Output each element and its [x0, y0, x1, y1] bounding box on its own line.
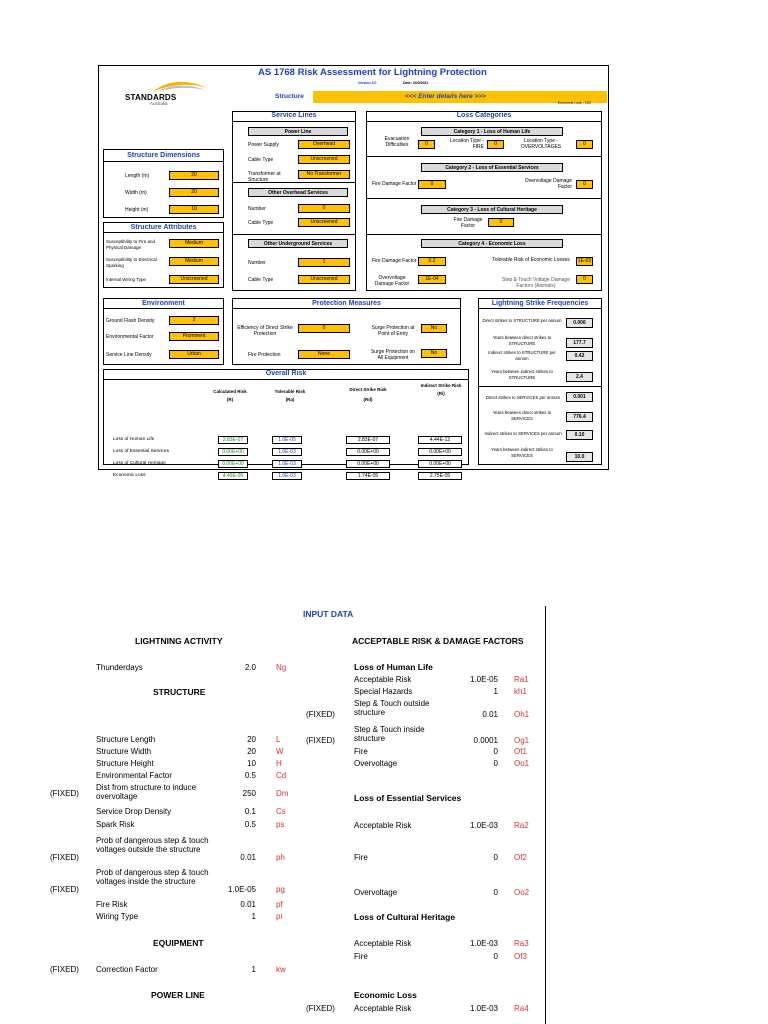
- evacuation-label: Evacuation Difficulties: [384, 136, 410, 148]
- risk-row-label: Economic Loss: [113, 473, 146, 478]
- col-tolerable-sub: (Ra): [285, 397, 295, 402]
- acceptable-row-symbol: Oo2: [514, 888, 530, 897]
- input-row-value: 20: [247, 735, 256, 744]
- risk-calculated-value: 4.49E-05: [218, 472, 248, 480]
- input-row-label: Service Drop Density: [96, 807, 172, 816]
- direct-strike-efficiency-label: Efficiency of Direct Strike Protection: [237, 325, 293, 337]
- acceptable-row-symbol: Ra2: [514, 821, 529, 830]
- cable-type-label: Cable Type: [248, 157, 274, 163]
- risk-row-label: Loss of Human Life: [113, 437, 155, 442]
- cultural-fire-label: Fire Damage Factor: [453, 217, 483, 229]
- underground-cable-select[interactable]: Unscreened: [298, 275, 350, 284]
- input-row-symbol: pf: [276, 900, 283, 909]
- length-label: Length (m): [125, 173, 150, 179]
- overhead-number-label: Number: [248, 206, 266, 212]
- economic-fire-input[interactable]: 0.2: [418, 257, 446, 266]
- years-indirect-structure-label: Years between indirect strikes to STRUCTURE: [491, 369, 553, 380]
- surge-entry-label: Surge Protection at Point of Entry: [371, 325, 415, 337]
- col-direct: [340, 387, 396, 403]
- acceptable-row-value: 1: [493, 687, 498, 696]
- risk-tolerable-value: 1.0E-03: [272, 472, 302, 480]
- risk-tolerable-value: 1.0E-05: [272, 436, 302, 444]
- service-line-density-select[interactable]: Urban: [169, 350, 219, 359]
- input-row-value: 0.5: [244, 771, 256, 780]
- structure-label: Structure: [275, 93, 304, 100]
- length-input[interactable]: 20: [169, 171, 219, 180]
- years-direct-structure-value: 177.7: [566, 338, 593, 348]
- correction-fixed: (FIXED): [50, 965, 79, 974]
- acceptable-row-symbol: Ra4: [514, 1004, 529, 1013]
- ground-flash-label: Ground Flash Density: [106, 318, 155, 324]
- power-line-header: Power Line: [248, 127, 348, 136]
- acceptable-row-symbol: Og1: [514, 736, 530, 745]
- other-overhead-header: Other Overhead Services: [248, 188, 348, 197]
- correction-value: 1: [251, 965, 256, 974]
- acceptable-row-symbol: kh1: [514, 687, 527, 696]
- years-direct-services-label: Years between direct strikes to SERVICES: [492, 410, 552, 421]
- input-row-symbol: Cd: [276, 771, 287, 780]
- acceptable-row-symbol: Of2: [514, 853, 527, 862]
- acceptable-row-symbol: Oh1: [514, 710, 530, 719]
- overhead-cable-select[interactable]: Unscreened: [298, 218, 350, 227]
- risk-row-label: Loss of Cultural Heritage: [113, 461, 166, 466]
- acceptable-row-value: 0: [493, 888, 498, 897]
- electrical-susceptibility-label: Susceptibility to Electrical Sparking: [106, 257, 157, 268]
- wiring-type-label: Internal Wiring Type: [106, 277, 146, 282]
- transformer-label: Transformer at Structure: [248, 171, 281, 183]
- input-row-value: 10: [247, 759, 256, 768]
- date-label: Date: 24/0/2021: [403, 81, 429, 85]
- other-underground-header: Other Underground Services: [248, 239, 348, 248]
- acceptable-risk-header: ACCEPTABLE RISK & DAMAGE FACTORS: [352, 636, 524, 646]
- fire-susceptibility-select[interactable]: Medium: [169, 239, 219, 248]
- acceptable-row-label: Special Hazards: [354, 687, 413, 696]
- input-row-symbol: Dm: [276, 789, 289, 798]
- thunderdays-value: 2.0: [244, 663, 256, 672]
- acceptable-row-label: Overvoltage: [354, 759, 398, 768]
- height-input[interactable]: 10: [169, 205, 219, 214]
- acceptable-row-value: 0.0001: [473, 736, 498, 745]
- category-4-header: Category 4 - Economic Loss: [421, 239, 563, 248]
- risk-indirect-value: 2.75E-05: [418, 472, 462, 480]
- location-fire-input[interactable]: 0: [487, 140, 504, 149]
- col-calculated-sub: (R): [226, 397, 234, 402]
- acceptable-row-label: Acceptable Risk: [354, 821, 412, 830]
- acceptable-row-value: 1.0E-03: [469, 939, 498, 948]
- standards-logo-swoosh: [150, 78, 210, 94]
- economic-fire-label: Fire Damage Factor: [372, 258, 417, 264]
- col-indirect: [418, 383, 464, 397]
- width-label: Width (m): [125, 190, 147, 196]
- overhead-number-input[interactable]: 0: [298, 204, 350, 213]
- acceptable-row-symbol: Of1: [514, 747, 527, 756]
- acceptable-row-symbol: Oo1: [514, 759, 530, 768]
- col-tolerable: [265, 389, 315, 403]
- service-line-density-label: Service Line Density: [106, 352, 152, 358]
- risk-tolerable-value: 1.0E-03: [272, 448, 302, 456]
- acceptable-row-value: 0: [493, 853, 498, 862]
- input-row-value: 0.1: [244, 807, 256, 816]
- equipment-header: EQUIPMENT: [153, 938, 204, 948]
- height-label: Height (m): [125, 207, 149, 213]
- col-direct-title: Direct Strike Risk: [349, 387, 387, 392]
- transformer-select[interactable]: No Transformer: [298, 170, 350, 179]
- direct-strike-efficiency-input[interactable]: 0: [298, 324, 350, 333]
- structure-input-text: <<< Enter details here >>>: [405, 93, 486, 100]
- risk-calculated-value: 2.83E-07: [218, 436, 248, 444]
- col-indirect-sub: (Ri): [437, 391, 445, 396]
- category-2-header: Category 2 - Loss of Essential Services: [421, 163, 563, 172]
- power-supply-select[interactable]: Overhead: [298, 140, 350, 149]
- risk-row-label: Loss of Essential Services: [113, 449, 169, 454]
- fixed-marker: (FIXED): [306, 710, 335, 719]
- overhead-cable-label: Cable Type: [248, 220, 274, 226]
- indirect-structure-value: 0.42: [566, 351, 593, 361]
- evacuation-input[interactable]: 0: [418, 140, 435, 149]
- input-data-title: INPUT DATA: [303, 609, 354, 619]
- fire-damage-label: Fire Damage Factor: [372, 181, 417, 187]
- years-indirect-services-label: Years between indirect strikes to SERVICES: [491, 447, 553, 458]
- input-row-label: Environmental Factor: [96, 771, 173, 780]
- underground-number-label: Number: [248, 260, 266, 266]
- input-row-label: Prob of dangerous step & touch voltages outside the structure: [96, 836, 209, 854]
- input-row-value: 20: [247, 747, 256, 756]
- environmental-factor-select[interactable]: Prominent: [169, 332, 219, 341]
- indirect-services-value: 0.10: [566, 430, 593, 440]
- logo-text: STANDARDS: [125, 93, 177, 102]
- fixed-marker: (FIXED): [306, 1004, 335, 1013]
- input-row-label: Fire Risk: [96, 900, 128, 909]
- years-indirect-structure-value: 2.4: [566, 372, 593, 382]
- economic-overvoltage-input[interactable]: 1E-04: [418, 275, 446, 284]
- input-row-symbol: Cs: [276, 807, 286, 816]
- acceptable-row-value: 0: [493, 747, 498, 756]
- category-1-header: Category 1 - Loss of Human Life: [421, 127, 563, 136]
- step-touch-label: Step & Touch Voltage Damage Factors (Animals): [501, 277, 570, 289]
- risk-direct-value: 0.00E+00: [346, 460, 390, 468]
- risk-calculated-value: 0.00E+00: [218, 448, 248, 456]
- acceptable-row-value: 0: [493, 952, 498, 961]
- acceptable-row-value: 0.01: [482, 710, 498, 719]
- input-row-symbol: ps: [276, 820, 285, 829]
- input-row-symbol: pi: [276, 912, 283, 921]
- location-overvoltage-label: Location Type - OVERVOLTAGES: [520, 138, 562, 150]
- direct-services-value: 0.001: [566, 392, 593, 402]
- lightning-activity-header: LIGHTNING ACTIVITY: [135, 636, 223, 646]
- logo-subtext: Australia: [150, 101, 168, 106]
- fixed-marker: (FIXED): [306, 736, 335, 745]
- input-row-label: Wiring Type: [96, 912, 139, 921]
- input-divider-line: [545, 606, 546, 1024]
- acceptable-row-label: Acceptable Risk: [354, 1004, 412, 1013]
- human-life-header: Loss of Human Life: [354, 662, 433, 672]
- economic-overvoltage-label: Overvoltage Damage Factor: [374, 275, 410, 287]
- col-calculated-title: Calculated Risk: [213, 389, 247, 394]
- input-row-label: Structure Length: [96, 735, 156, 744]
- fixed-marker: (FIXED): [50, 853, 79, 862]
- overvoltage-damage-label: Overvoltage Damage Factor: [524, 178, 572, 190]
- direct-services-label: Direct strikes to SERVICES per annum: [485, 395, 561, 400]
- surge-equipment-label: Surge Protection on All Equipment: [370, 349, 416, 361]
- power-supply-label: Power Supply: [248, 142, 279, 148]
- cable-type-select[interactable]: Unscreened: [298, 155, 350, 164]
- col-tolerable-title: Tolerable Risk: [274, 389, 306, 394]
- power-line-input-header: POWER LINE: [151, 990, 205, 1000]
- acceptable-row-label: Acceptable Risk: [354, 939, 412, 948]
- input-row-symbol: pg: [276, 885, 285, 894]
- structure-header: STRUCTURE: [153, 687, 206, 697]
- col-calculated: [205, 389, 255, 403]
- col-direct-sub: (Rd): [363, 397, 373, 402]
- risk-direct-value: 1.74E-05: [346, 472, 390, 480]
- risk-indirect-value: 4.44E-12: [418, 436, 462, 444]
- acceptable-row-label: Step & Touch outside structure: [354, 699, 430, 717]
- input-row-symbol: W: [276, 747, 284, 756]
- category-3-header: Category 3 - Loss of Cultural Heritage: [421, 205, 563, 214]
- loss-categories-title: Loss Categories: [456, 112, 512, 119]
- years-direct-services-value: 776.4: [566, 412, 593, 422]
- protection-title: Protection Measures: [312, 300, 381, 307]
- structure-dimensions-title: Structure Dimensions: [127, 152, 200, 159]
- service-lines-title: Service Lines: [271, 112, 317, 119]
- fire-damage-input[interactable]: 0: [418, 180, 446, 189]
- cultural-fire-input[interactable]: 0: [488, 218, 514, 227]
- risk-calculated-value: 0.00E+00: [218, 460, 248, 468]
- input-row-value: 0.01: [240, 900, 256, 909]
- indirect-services-label: Indirect strikes to SERVICES per annum: [484, 431, 562, 436]
- fire-susceptibility-label: Susceptibility to Fire and Physical Damage: [106, 239, 156, 250]
- cultural-heritage-header: Loss of Cultural Heritage: [354, 912, 456, 922]
- surge-entry-select[interactable]: No: [421, 324, 447, 333]
- location-fire-label: Location Type - FIRE: [449, 138, 484, 150]
- risk-direct-value: 2.83E-07: [346, 436, 390, 444]
- acceptable-row-value: 1.0E-03: [469, 821, 498, 830]
- acceptable-row-label: Overvoltage: [354, 888, 398, 897]
- input-row-label: Spark Risk: [96, 820, 135, 829]
- overall-risk-title: Overall Risk: [265, 370, 307, 377]
- fire-protection-select[interactable]: None: [298, 350, 350, 359]
- correction-symbol: kw: [276, 965, 286, 974]
- input-row-value: 250: [242, 789, 256, 798]
- overvoltage-damage-input[interactable]: 0: [576, 180, 593, 189]
- economic-loss-note: Economic Loss - 100: [558, 101, 591, 105]
- input-row-value: 0.01: [240, 853, 256, 862]
- economic-loss-header: Economic Loss: [354, 990, 417, 1000]
- environment-title: Environment: [142, 300, 185, 307]
- fire-protection-label: Fire Protection: [248, 352, 281, 358]
- risk-indirect-value: 0.00E+00: [418, 460, 462, 468]
- col-indirect-title: Indirect Strike Risk: [420, 383, 462, 388]
- underground-cable-label: Cable Type: [248, 277, 274, 283]
- risk-indirect-value: 0.00E+00: [418, 448, 462, 456]
- input-row-value: 0.5: [244, 820, 256, 829]
- thunderdays-symbol: Ng: [276, 663, 287, 672]
- step-touch-input[interactable]: 0: [576, 275, 593, 284]
- frequencies-title: Lightning Strike Frequencies: [491, 300, 589, 307]
- direct-structure-value: 0.006: [566, 318, 593, 328]
- tolerable-econ-label: Tolerable Risk of Economic Losses: [492, 257, 570, 263]
- acceptable-row-label: Fire: [354, 747, 368, 756]
- wiring-type-select[interactable]: Unscreened: [169, 275, 219, 284]
- years-direct-structure-label: Years between direct strikes to STRUCTURE: [492, 335, 552, 346]
- ground-flash-input[interactable]: 2: [169, 316, 219, 325]
- page-title: AS 1768 Risk Assessment for Lightning Protection: [258, 67, 487, 78]
- input-row-symbol: ph: [276, 853, 285, 862]
- underground-number-input[interactable]: 1: [298, 258, 350, 267]
- input-row-symbol: H: [276, 759, 282, 768]
- input-row-value: 1: [251, 912, 256, 921]
- acceptable-row-value: 0: [493, 759, 498, 768]
- surge-equipment-select[interactable]: No: [421, 349, 447, 358]
- correction-label: Correction Factor: [96, 965, 158, 974]
- fixed-marker: (FIXED): [50, 789, 79, 798]
- fixed-marker: (FIXED): [50, 885, 79, 894]
- input-row-label: Prob of dangerous step & touch voltages inside the structure: [96, 868, 209, 886]
- location-overvoltage-input[interactable]: 0: [576, 140, 593, 149]
- thunderdays-label: Thunderdays: [96, 663, 143, 672]
- structure-attributes-title: Structure Attributes: [130, 224, 197, 231]
- acceptable-row-label: Step & Touch inside structure: [354, 725, 425, 743]
- acceptable-row-symbol: Of3: [514, 952, 527, 961]
- input-row-label: Structure Height: [96, 759, 154, 768]
- input-row-label: Dist from structure to induce overvoltage: [96, 783, 197, 801]
- width-input[interactable]: 20: [169, 188, 219, 197]
- essential-services-header: Loss of Essential Services: [354, 793, 462, 803]
- input-row-symbol: L: [276, 735, 281, 744]
- tolerable-econ-input[interactable]: 1E-03: [577, 258, 592, 264]
- risk-tolerable-value: 1.0E-03: [272, 460, 302, 468]
- acceptable-row-symbol: Ra1: [514, 675, 529, 684]
- input-row-label: Structure Width: [96, 747, 152, 756]
- acceptable-row-label: Fire: [354, 952, 368, 961]
- acceptable-row-symbol: Ra3: [514, 939, 529, 948]
- direct-structure-label: Direct strikes to STRUCTURE per annum: [482, 318, 562, 323]
- indirect-structure-label: Indirect strikes to STRUCTURE per annum: [488, 350, 556, 361]
- environmental-factor-label: Environmental Factor: [106, 334, 154, 340]
- input-row-value: 1.0E-05: [227, 885, 256, 894]
- acceptable-row-label: Acceptable Risk: [354, 675, 412, 684]
- acceptable-row-value: 1.0E-05: [469, 675, 498, 684]
- electrical-susceptibility-select[interactable]: Medium: [169, 257, 219, 266]
- years-indirect-services-value: 10.0: [566, 452, 593, 462]
- version-label: Version 5.0: [358, 81, 377, 85]
- acceptable-row-label: Fire: [354, 853, 368, 862]
- acceptable-row-value: 1.0E-03: [469, 1004, 498, 1013]
- risk-direct-value: 0.00E+00: [346, 448, 390, 456]
